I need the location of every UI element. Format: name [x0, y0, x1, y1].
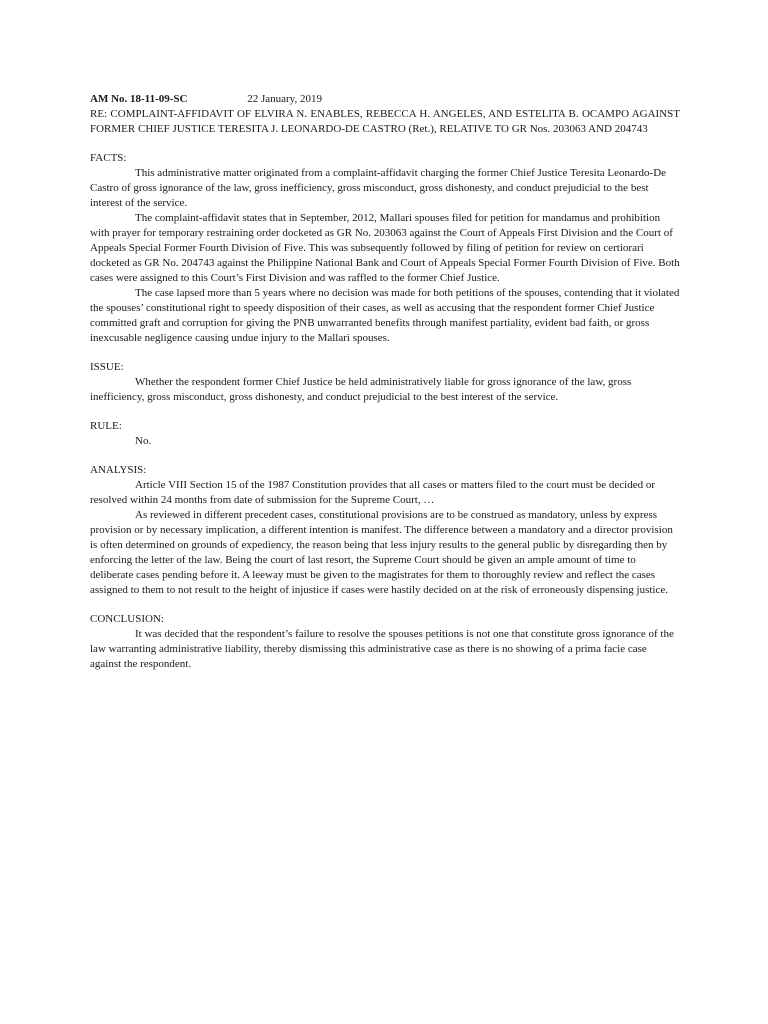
case-date: 22 January, 2019	[247, 93, 322, 105]
case-header	[90, 92, 680, 107]
conclusion-heading: CONCLUSION:	[90, 613, 164, 625]
facts-paragraph: The complaint-affidavit states that in September, 2012, Mallari spouses filed for petition for mandamus and prohibition with prayer for temporary restraining order docketed as GR No. 203063 against the Court of Appeals First Division and the Court of Appeals Special Former Fourth Division of Five. This was subsequently followed by filing of petition for review on certiorari docketed as GR No. 204743 against the Philippine National Bank and Court of Appeals Special Former Fourth Division of Five. Both cases were assigned to this Court’s First Division and was raffled to the former Chief Justice.	[90, 212, 680, 284]
rule-text: No.	[135, 435, 152, 447]
analysis-heading: ANALYSIS:	[90, 464, 147, 476]
facts-paragraph: The case lapsed more than 5 years where no decision was made for both petitions of the spouses, contending that it violated the spouses’ constitutional right to speedy disposition of their cases, as well as accusing that the respondent former Chief Justice committed graft and corruption for giving the PNB unwarranted benefits through manifest partiality, evident bad faith, or gross inexcusable negligence causing undue injury to the Mallari spouses.	[90, 287, 680, 344]
document-body	[90, 92, 680, 672]
issue-section	[90, 360, 680, 405]
facts-section	[90, 151, 680, 346]
case-title: RE: COMPLAINT-AFFIDAVIT OF ELVIRA N. ENABLES, REBECCA H. ANGELES, AND ESTELITA B. OCAMPO AGAINST FORMER CHIEF JUSTICE TERESITA J. LEONARDO-DE CASTRO (Ret.), RELATIVE TO GR Nos. 203063 AND 204743	[90, 108, 680, 135]
issue-paragraph: Whether the respondent former Chief Justice be held administratively liable for gross ignorance of the law, gross inefficiency, gross misconduct, gross dishonesty, and conduct prejudicial to the best interest of the service.	[90, 376, 632, 403]
analysis-paragraph: Article VIII Section 15 of the 1987 Constitution provides that all cases or matters filed to the court must be decided or resolved within 24 months from date of submission for the Supreme Court, …	[90, 479, 656, 506]
analysis-section	[90, 463, 680, 598]
facts-paragraph: This administrative matter originated from a complaint-affidavit charging the former Chief Justice Teresita Leonardo-De Castro of gross ignorance of the law, gross inefficiency, gross misconduct, gross dishonesty, and conduct prejudicial to the best interest of the service.	[90, 167, 667, 209]
conclusion-section	[90, 612, 680, 672]
case-number: AM No. 18-11-09-SC	[90, 93, 188, 105]
rule-heading: RULE:	[90, 420, 122, 432]
rule-section	[90, 419, 680, 449]
facts-heading: FACTS:	[90, 152, 127, 164]
conclusion-paragraph: It was decided that the respondent’s failure to resolve the spouses petitions is not one that constitute gross ignorance of the law warranting administrative liability, thereby dismissing this administrative case as there is no showing of a prima facie case against the respondent.	[90, 628, 674, 670]
issue-heading: ISSUE:	[90, 361, 124, 373]
analysis-paragraph: As reviewed in different precedent cases, constitutional provisions are to be construed as mandatory, unless by express provision or by necessary implication, a different intention is manifest. The difference between a mandatory and a director provision is often determined on grounds of expediency, the reason being that less injury results to the general public by disregarding then by enforcing the letter of the law. Being the court of last resort, the Supreme Court should be given an ample amount of time to deliberate cases pending before it. A leeway must be given to the magistrates for them to thoroughly review and reflect the cases assigned to them to not result to the height of injustice if cases were hastily decided on at the risk of erroneously dispensing justice.	[90, 509, 673, 596]
